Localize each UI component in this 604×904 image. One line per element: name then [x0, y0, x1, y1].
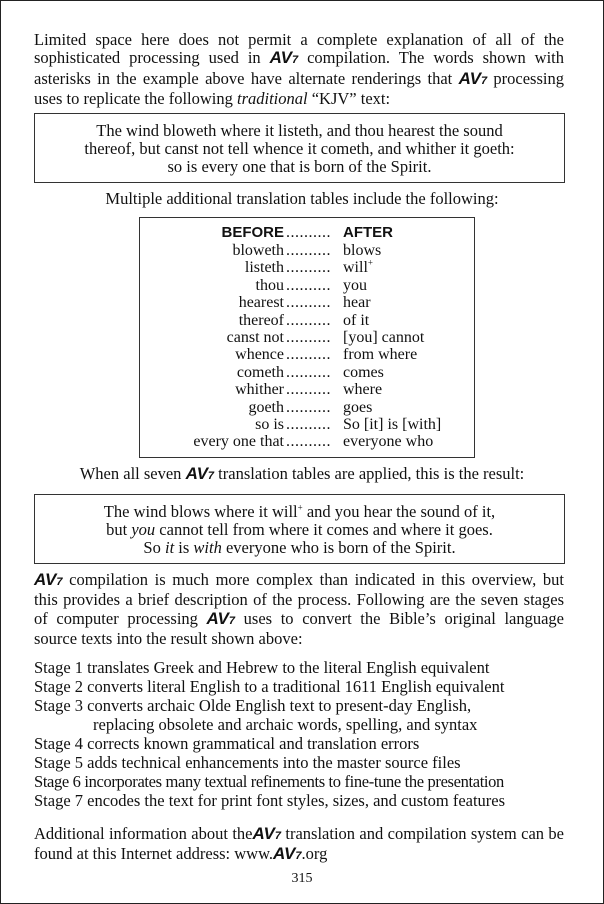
stage-7: Stage 7 encodes the text for print font styles, sizes, and custom features [34, 791, 506, 810]
after-word: you [343, 276, 367, 294]
leader-dots: .......... [286, 311, 331, 329]
after-word: [you] cannot [343, 329, 425, 346]
after-word: goes [343, 398, 373, 416]
header-after: AFTER [343, 224, 393, 241]
stage-5: Stage 5 adds technical enhancements into the master source files [34, 753, 461, 772]
after-word: from where [343, 346, 418, 364]
table-row [140, 294, 474, 311]
result-quote-box [34, 494, 565, 564]
after-word: of it [343, 311, 370, 329]
header-before: BEFORE [221, 224, 284, 241]
before-word: whence [235, 346, 284, 364]
table-row [140, 277, 474, 294]
after-word: everyone who [343, 433, 434, 451]
after-word: where [343, 381, 383, 399]
after-word: comes [343, 363, 384, 381]
leader-dots: .......... [286, 346, 331, 364]
translation-table [139, 217, 475, 458]
before-word: every one that [193, 433, 284, 451]
table-row [140, 259, 474, 276]
after-word: will+ [343, 258, 373, 277]
leader-dots: .......... [286, 242, 331, 259]
before-word: whither [235, 381, 284, 399]
kjv-quote-box [34, 113, 565, 183]
additional-info: Additional information about theAV7 translation and compilation system can be found at this Internet address: www.AV7.org [34, 824, 564, 864]
stage-2: Stage 2 converts literal English to a traditional 1611 English equivalent [34, 677, 505, 696]
table-row [140, 381, 474, 398]
leader-dots: .......... [286, 294, 331, 312]
table-row [140, 312, 474, 329]
after-word: So [it] is [with] [343, 416, 442, 433]
av7-logo: AV7 [206, 608, 236, 628]
before-word: thereof [238, 311, 284, 329]
stage-3-continued: replacing obsolete and archaic words, spelling, and syntax [93, 715, 478, 734]
table-row [140, 329, 474, 346]
table-row [140, 242, 474, 259]
table-row [140, 416, 474, 433]
stage-4: Stage 4 corrects known grammatical and translation errors [34, 734, 420, 753]
before-word: listeth [244, 259, 284, 277]
leader-dots: .......... [286, 381, 331, 399]
before-word: bloweth [232, 242, 284, 259]
tables-intro: Multiple additional translation tables include the following: [105, 189, 499, 208]
before-word: thou [255, 276, 284, 294]
complexity-paragraph: AV7 compilation is much more complex than indicated in this overview, but this provides a brief description of the process. Following are the seven stages of computer processing AV7 uses to convert the Bible’s original language source texts into the result shown above: [34, 570, 565, 649]
leader-dots: .......... [286, 398, 331, 416]
before-word: hearest [238, 294, 284, 312]
kjv-line-3: so is every one that is born of the Spirit. [167, 157, 432, 176]
stage-6: Stage 6 incorporates many textual refinements to fine-tune the presentation [34, 772, 504, 791]
leader-dots: .......... [286, 276, 331, 294]
leader-dots: .......... [286, 363, 331, 381]
table-row [140, 346, 474, 363]
leader-dots: .......... [286, 259, 331, 277]
table-header-row [140, 224, 474, 241]
av7-logo: AV7 [458, 68, 488, 88]
after-word: blows [343, 242, 382, 259]
result-line-2: but you cannot tell from where it comes and where it goes. [106, 520, 493, 539]
table-row [140, 399, 474, 416]
table-row [140, 433, 474, 450]
kjv-line-2: thereof, but canst not tell whence it cometh, and whither it goeth: [84, 139, 515, 158]
av7-logo: AV7 [273, 844, 302, 864]
result-line-3: So it is with everyone who is born of the Spirit. [143, 538, 456, 557]
page-number: 315 [291, 871, 313, 886]
av7-logo: AV7 [34, 570, 63, 589]
stage-1: Stage 1 translates Greek and Hebrew to the literal English equivalent [34, 658, 490, 677]
av7-logo: AV7 [185, 464, 215, 483]
av7-logo: AV7 [269, 48, 299, 68]
before-word: so is [255, 416, 284, 433]
kjv-line-1: The wind bloweth where it listeth, and thou hearest the sound [96, 121, 503, 140]
before-word: goeth [248, 398, 284, 416]
leader-dots: .......... [286, 329, 331, 346]
av7-logo: AV7 [252, 824, 281, 843]
leader-dots: .......... [286, 224, 331, 241]
leader-dots: .......... [286, 433, 331, 451]
after-word: hear [343, 294, 371, 312]
table-row [140, 364, 474, 381]
intro-paragraph: Limited space here does not permit a complete explanation of all of the sophisticated processing used in AV7 compilation. The words shown with asterisks in the example above have alternate renderings that AV7 processing uses to replicate the following traditional “KJV” text: [34, 30, 564, 109]
before-word: canst not [226, 329, 284, 346]
result-intro: When all seven AV7 translation tables are applied, this is the result: [79, 464, 525, 483]
before-word: cometh [236, 363, 284, 381]
result-line-1: The wind blows where it will+ and you hear the sound of it, [103, 502, 496, 521]
stage-3: Stage 3 converts archaic Olde English text to present-day English, [34, 696, 472, 715]
leader-dots: .......... [286, 416, 331, 433]
